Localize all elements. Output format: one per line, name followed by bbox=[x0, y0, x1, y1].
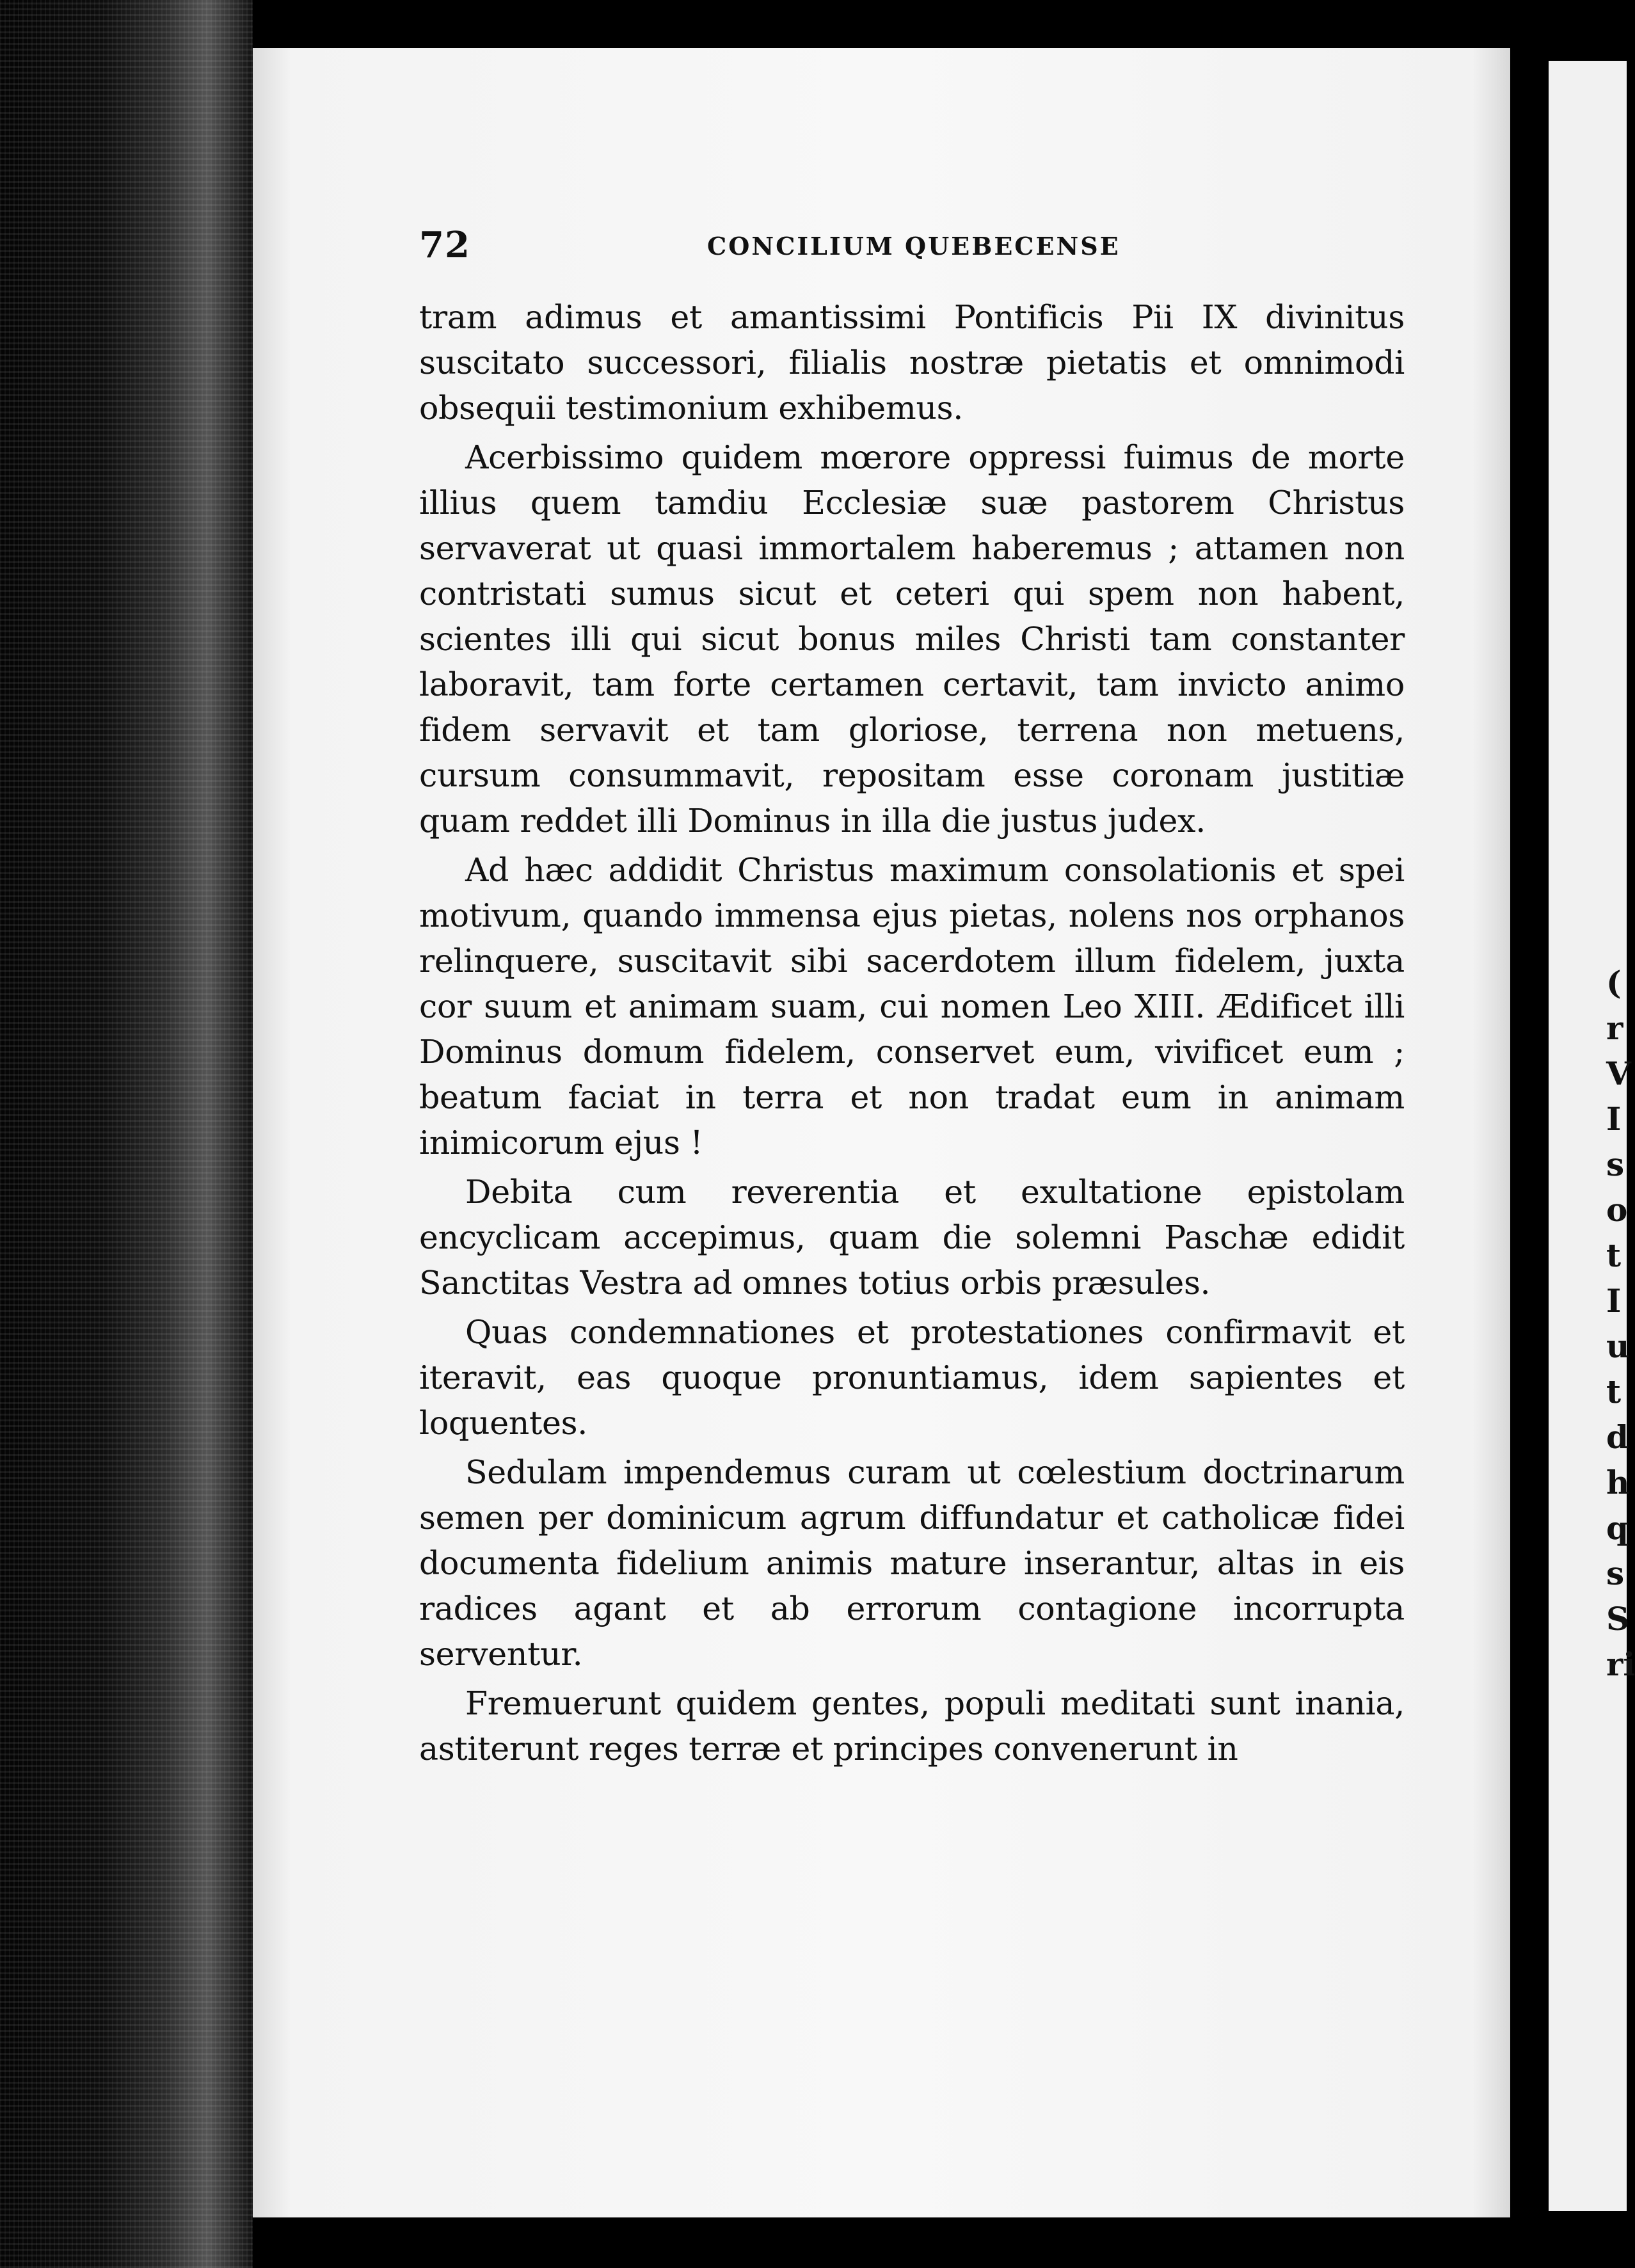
paragraph: Quas condemnationes et protestationes confirmavit et iteravit, eas quoque pronuntiamus, idem sapientes et loquentes. bbox=[419, 1313, 1405, 1442]
page-text-block bbox=[419, 224, 1405, 1775]
page-number: 72 bbox=[419, 224, 470, 266]
next-page-fragment: S bbox=[1606, 1600, 1630, 1638]
next-page-fragment: h bbox=[1606, 1464, 1630, 1501]
next-page-fragment: s bbox=[1606, 1554, 1625, 1592]
paragraph: Debita cum reverentia et exultatione epistolam encyclicam accepimus, quam die solemni Paschæ edidit Sanctitas Vestra ad omnes totius orbis præsules. bbox=[419, 1173, 1405, 1302]
next-page-fragment: u bbox=[1606, 1327, 1630, 1365]
next-page-fragment: V bbox=[1606, 1055, 1631, 1092]
next-page-fragment: t bbox=[1606, 1373, 1622, 1410]
next-page-fragment: I bbox=[1606, 1282, 1622, 1320]
book-binding-edge bbox=[0, 0, 253, 2268]
next-page-text-fragments bbox=[1606, 960, 1635, 1687]
next-page-fragment: r bbox=[1606, 1009, 1623, 1047]
paragraph: Acerbissimo quidem mœrore oppressi fuimus de morte illius quem tamdiu Ecclesiæ suæ pastorem Christus servaverat ut quasi immortalem haberemus ; attamen non contristati sumus sicut et ceteri qui spem non habent, scientes illi qui sicut bonus miles Christi tam constanter laboravit, tam forte certamen certavit, tam invicto animo fidem servavit et tam gloriose, terrena non metuens, cursum consummavit, repositam esse coronam justitiæ quam reddet illi Dominus in illa die justus judex. bbox=[419, 438, 1405, 840]
next-page-fragment: d bbox=[1606, 1418, 1629, 1456]
next-page-fragment: o bbox=[1606, 1191, 1628, 1229]
next-page-fragment: t bbox=[1606, 1236, 1622, 1274]
running-title: CONCILIUM QUEBECENSE bbox=[707, 232, 1121, 260]
next-page-fragment: I bbox=[1606, 1100, 1622, 1138]
next-page-fragment: ( bbox=[1606, 964, 1622, 1002]
paragraph: Ad hæc addidit Christus maximum consolationis et spei motivum, quando immensa ejus pietas, nolens nos orphanos relinquere, suscitavit sibi sacerdotem illum fidelem, juxta cor suum et animam suam, cui nomen Leo XIII. Ædificet illi Dominus domum fidelem, conservet eum, vivificet eum ; beatum faciat in terra et non tradat eum in animam inimicorum ejus ! bbox=[419, 851, 1405, 1162]
paragraph-continuation: tram adimus et amantissimi Pontificis Pii IX divinitus suscitato successori, filialis nostræ pietatis et omnimodi obsequii testimonium exhibemus. bbox=[419, 298, 1405, 427]
paragraph: Sedulam impendemus curam ut cœlestium doctrinarum semen per dominicum agrum diffundatur et catholicæ fidei documenta fidelium animis mature inserantur, altas in eis radices agant et ab errorum contagione incorrupta serventur. bbox=[419, 1453, 1405, 1673]
paragraph: Fremuerunt quidem gentes, populi meditati sunt inania, astiterunt reges terræ et principes convenerunt in bbox=[419, 1684, 1405, 1768]
page-gutter bbox=[1510, 0, 1549, 2268]
next-page-fragment: s bbox=[1606, 1146, 1625, 1183]
next-page-fragment: ri bbox=[1606, 1645, 1635, 1683]
running-head bbox=[419, 224, 1405, 294]
next-page-fragment: q bbox=[1606, 1509, 1629, 1547]
